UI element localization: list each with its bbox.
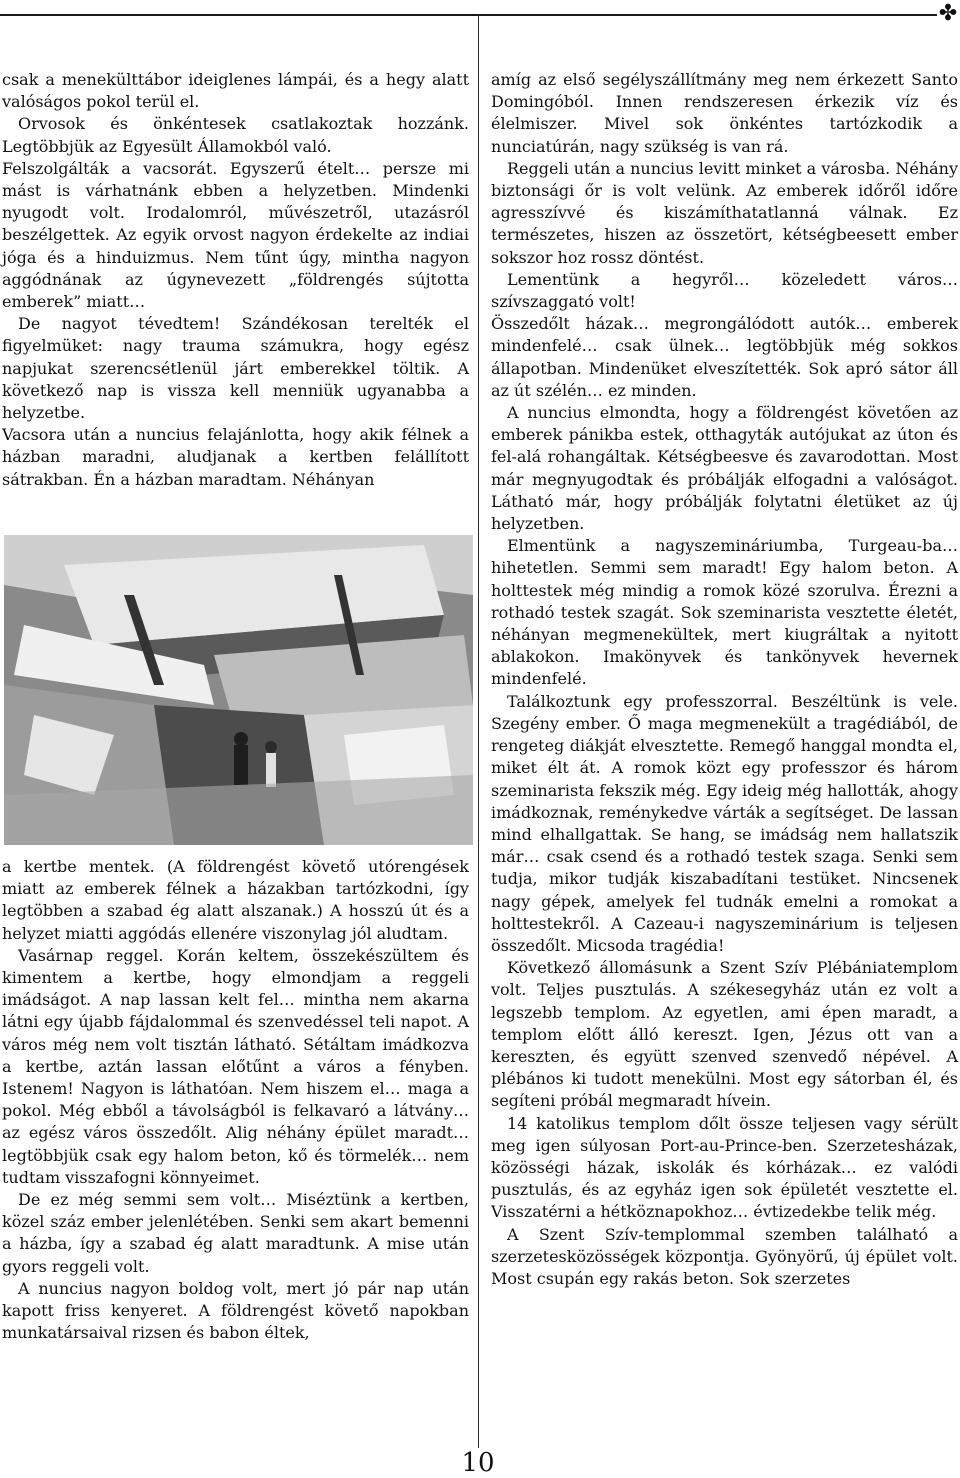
paragraph: De ez még semmi sem volt… Miséztünk a kertben, közel száz ember jelenlétében. Senki sem akart bemenni a házba, így a szabad ég alatt maradtunk. A mise után gyors reggeli volt. — [2, 1190, 469, 1276]
paragraph: Vasárnap reggel. Korán keltem, összekészültem és kimentem a kertbe, hogy elmondjam a reggeli imádságot. A nap lassan kelt fel… mintha nem akarna látni egy újabb fájdalommal és szenvedéssel teli napot. A város még nem volt tisztán látható. Sétáltam imádkozva a kertbe, aztán lassan előtűnt a város a fényben. Istenem! Nagyon is láthatóan. Nem hiszem el… maga a pokol. Még ebből a távolságból is felkavaró a látvány… az egész város összedőlt. Alig néhány épület maradt… legtöbbjük csak egy halom beton, kő és törmelék… nem tudtam visszafogni könnyeimet. — [2, 945, 469, 1187]
column-divider — [478, 14, 479, 1472]
left-column-bottom — [2, 856, 469, 1344]
top-rule — [0, 14, 938, 16]
paragraph: Vacsora után a nuncius felajánlotta, hogy akik félnek a házban maradni, aludjanak a kertben felállított sátrakban. Én a házban maradtam. Néhányan — [2, 425, 469, 489]
paragraph: De nagyot tévedtem! Szándékosan terelték el figyelmüket: nagy trauma számukra, hogy egész napjukat szerencsétlenül járt emberekkel töltik. A következő nap is vissza kell menniük ugyanabba a helyzetbe. — [2, 314, 469, 423]
paragraph: Felszolgálták a vacsorát. Egyszerű ételt… persze mi mást is várhatnánk ebben a helyzetben. Mindenki nyugodt volt. Irodalomról, művészetről, utazásról beszélgettek. Az egyik orvost nagyon érdekelte az indiai jóga és a hinduizmus. Nem tűnt úgy, mintha nagyon aggódnának az úgynevezett „földrengés sújtotta emberek” miatt… — [2, 158, 469, 312]
ornament-icon: ✤ — [938, 1, 958, 26]
paragraph: Orvosok és önkéntesek csatlakoztak hozzánk. Legtöbbjük az Egyesült Államokból való. — [2, 114, 469, 156]
paragraph: Lementünk a hegyről… közeledett város… szívszaggató volt! — [491, 269, 958, 312]
paragraph: Összedőlt házak… megrongálódott autók… emberek mindenfelé… csak ülnek… legtöbbjük még sokkos állapotban. Mindenüket elveszítették. Sok apró sátor áll az út szélén… ez minden. — [491, 314, 958, 400]
paragraph: 14 katolikus templom dőlt össze teljesen vagy sérült meg igen súlyosan Port-au-Prince-ben. Szerzetesházak, közösségi házak, iskolák és kórházak… ez valódi pusztulás, és az egyház igen sok épületét vesztette el. Visszatérni a hétköznapokhoz… évtizedekbe telik még. — [491, 1113, 958, 1222]
earthquake-ruins-photo-icon — [4, 535, 473, 845]
paragraph: csak a menekülttábor ideiglenes lámpái, és a hegy alatt valóságos pokol terül el. — [2, 70, 469, 112]
paragraph: Elmentünk a nagyszemináriumba, Turgeau-ba… hihetetlen. Semmi sem maradt! Egy halom beton. A holttestek még mindig a romok közé szorulva. Érezni a rothadó testek szagát. Sok szeminarista vesztette életét, néhányan megmenekültek, mert kiugráltak a nyitott ablakokon. Imakönyvek és tankönyvek hevernek mindenfelé. — [491, 536, 958, 689]
paragraph: Következő állomásunk a Szent Szív Plébániatemplom volt. Teljes pusztulás. A székesegyház után ez volt a legszebb templom. Az egyetlen, ami épen maradt, a templom előtt álló kereszt. Igen, Jézus ott van a kereszten, és együtt szenved szenvedő népével. A plébános ki tudott menekülni. Most egy sátorban él, és segíteni próbál megmaradt hívein. — [491, 958, 958, 1111]
paragraph: Találkoztunk egy professzorral. Beszéltünk is vele. Szegény ember. Ő maga megmenekült a tragédiából, de rengeteg diákját elvesztette. Remegő hanggal mondta el, miket élt át. A romok közt egy professzor és három szeminarista fekszik még. Egy ideig még hallották, ahogy imádkoznak, reménykedve várták a segítséget. De lassan mind elhallgattak. Se hang, se imádság nem hallatszik már… csak csend és a rothadó testek szaga. Senki sem tudja, mikor tudják kiszabadítani testüket. Nincsenek nagy gépek, amelyek fel tudnák emelni a romokat a holttestekről. A Cazeau-i nagyszeminárium is teljesen összedőlt. Micsoda tragédia! — [491, 691, 958, 955]
page-number: 10 — [448, 1448, 508, 1478]
paragraph: a kertbe mentek. (A földrengést követő utórengések miatt az emberek félnek a házakban tartózkodni, így legtöbben a szabad ég alatt alszanak.) A hosszú út és a helyzet miatti aggódás ellenére viszonylag jól aludtam. — [2, 857, 469, 943]
paragraph: Reggeli után a nuncius levitt minket a városba. Néhány biztonsági őr is volt velünk. Az emberek időről időre agresszívvé és kiszámíthatatlanná válnak. Ez természetes, hiszen az összetört, kétségbeesett ember sokszor hoz rossz döntést. — [491, 158, 958, 267]
paragraph: A nuncius elmondta, hogy a földrengést követően az emberek pánikba estek, otthagyták autójukat az úton és fel-alá rohangáltak. Kétségbeesve és zavarodottan. Most már megnyugodtak és próbálják elfogadni a valóságot. Látható már, hogy próbálják folytatni életüket az új helyzetben. — [491, 403, 958, 534]
paragraph: amíg az első segélyszállítmány meg nem érkezett Santo Domingóból. Innen rendszeresen érkezik víz és élelmiszer. Mivel sok önkéntes tartózkodik a nunciatúrán, nagy szükség is van rá. — [491, 70, 958, 156]
earthquake-ruins-photo — [4, 535, 473, 845]
left-column-top — [2, 69, 469, 491]
paragraph: A Szent Szív-templommal szemben található a szerzetesközösségek központja. Gyönyörű, új épület volt. Most csupán egy rakás beton. Sok szerzetes — [491, 1224, 958, 1288]
right-column — [491, 69, 958, 1290]
paragraph: A nuncius nagyon boldog volt, mert jó pár nap után kapott friss kenyeret. A földrengést követő napokban munkatársaival rizsen és babon éltek, — [2, 1278, 469, 1343]
